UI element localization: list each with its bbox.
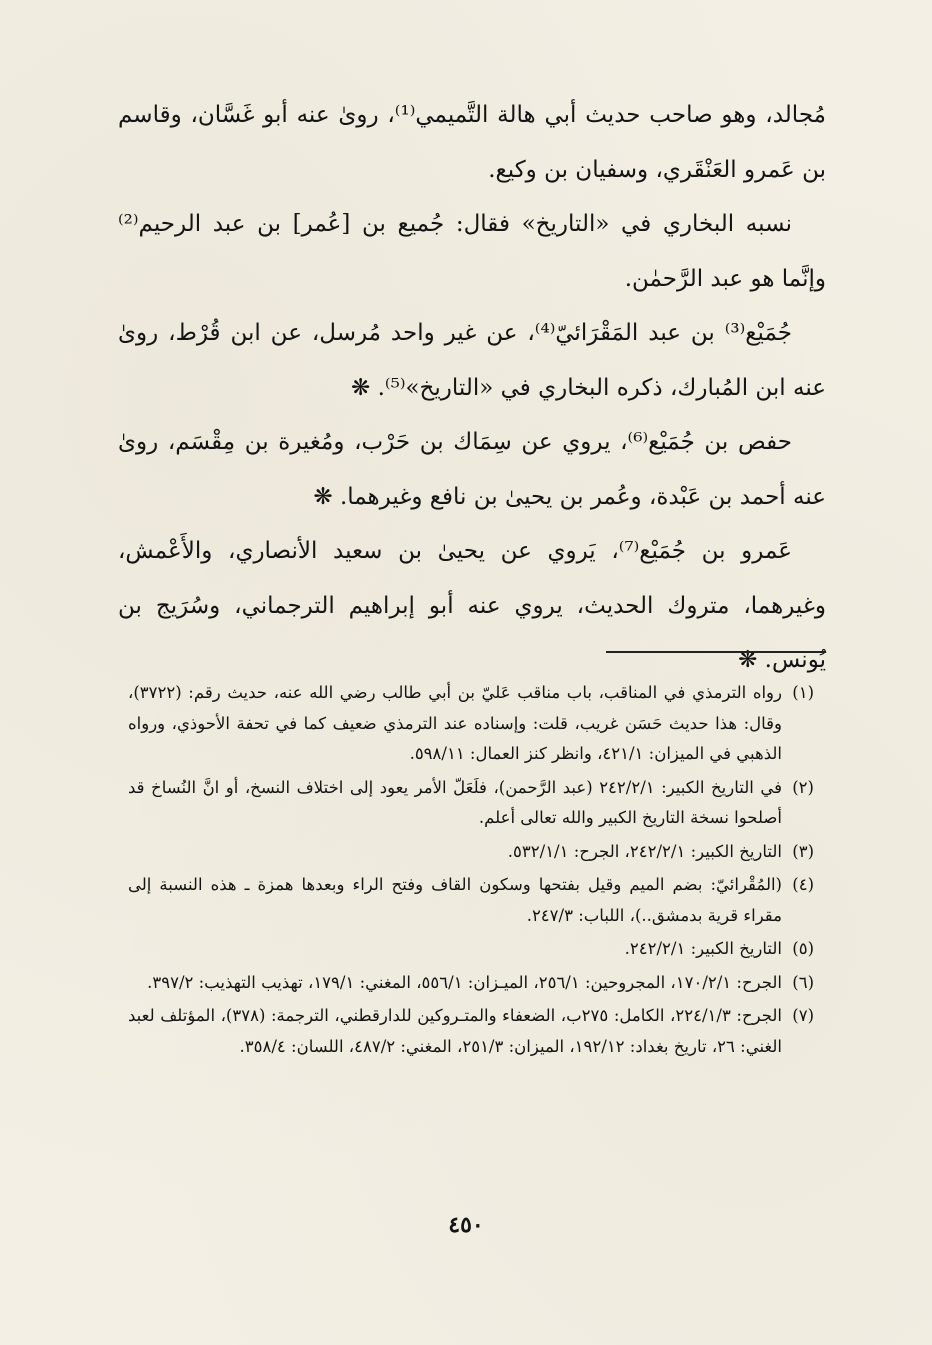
footnote-number: (٥) <box>792 939 814 958</box>
footnote-text: التاريخ الكبير: ٢٤٢/٢/١، الجرح: ٥٣٢/١/١. <box>507 841 782 861</box>
entry-paragraph-5: عَمرو بن جُمَيْع⁽⁷⁾، يَروي عن يحيىٰ بن سعيد الأنصاري، والأَعْمش، وغيرهما، متروك الحديث، يروي عنه أبو إبراهيم الترجماني، وسُرَيج بن يُونس. ❋ <box>118 538 826 673</box>
footnote-7 <box>128 1001 814 1062</box>
footnote-text: في التاريخ الكبير: ٢٤٢/٢/١ (عبد الرَّحمن)، فلَعَلّ الأمر يعود إلى اختلاف النسخ، أو انَّ النُساخ قد أصلحوا نسخة التاريخ الكبير والله تعالى أعلم. <box>128 777 782 827</box>
footnote-number: (٧) <box>792 1006 814 1025</box>
footnote-number: (٤) <box>792 875 814 894</box>
page-number: ٤٥٠ <box>448 1212 484 1238</box>
footnote-6 <box>128 968 814 999</box>
footnote-text: (المُقْرائيّ: بضم الميم وقيل بفتحها وسكون القاف وفتح الراء وبعدها همزة ـ هذه النسبة إلى مقراء قرية بدمشق..)، اللباب: ٢٤٧/٣. <box>128 875 782 925</box>
main-text <box>118 88 826 688</box>
footnote-1 <box>128 678 814 770</box>
footnote-2 <box>128 773 814 834</box>
entry-paragraph-2: نسبه البخاري في «التاريخ» فقال: جُميع بن [عُمر] بن عبد الرحيم⁽²⁾ وإنَّما هو عبد الرَّحمٰن. <box>118 211 826 292</box>
footnote-divider <box>606 651 826 653</box>
footnote-text: الجرح: ١٧٠/٢/١، المجروحين: ٢٥٦/١، الميـزان: ٥٥٦/١، المغني: ١٧٩/١، تهذيب التهذيب: ٣٩٧/٢. <box>147 972 782 992</box>
footnote-number: (١) <box>792 683 814 702</box>
footnote-number: (٢) <box>792 777 814 797</box>
footnotes <box>128 678 814 1065</box>
footnote-5 <box>128 934 814 965</box>
footnote-4 <box>128 870 814 931</box>
entry-paragraph-4: حفص بن جُمَيْع⁽⁶⁾، يروي عن سِمَاك بن حَرْب، ومُغيرة بن مِقْسَم، روىٰ عنه أحمد بن عَبْدة، وعُمر بن يحيىٰ بن نافع وغيرهما. ❋ <box>118 429 826 510</box>
footnote-3 <box>128 837 814 868</box>
entry-paragraph-3: جُمَيْع⁽³⁾ بن عبد المَقْرَائيّ⁽⁴⁾، عن غير واحد مُرسل، عن ابن قُرْط، روىٰ عنه ابن المُبارك، ذكره البخاري في «التاريخ»⁽⁵⁾. ❋ <box>118 320 826 401</box>
footnote-text: الجرح: ٢٢٤/١/٣، الكامل: ٢٧٥ب، الضعفاء والمتـروكين للدارقطني، الترجمة: (٣٧٨)، المؤتلف لعبد الغني: ٢٦، تاريخ بغداد: ١٩٢/١٢، الميزان: ٢٥١/٣، المغني: ٤٨٧/٢، اللسان: ٣٥٨/٤. <box>128 1006 782 1056</box>
footnote-number: (٦) <box>792 972 814 992</box>
footnote-text: التاريخ الكبير: ٢٤٢/٢/١. <box>624 939 782 958</box>
footnote-text: رواه الترمذي في المناقب، باب مناقب عَليّ بن أبي طالب رضي الله عنه، حديث رقم: (٣٧٢٢)، وقال: هذا حديث حَسَن غريب، قلت: وإسناده عند الترمذي ضعيف كما في تحفة الأحوذي، ورواه الذهبي في الميزان: ٤٢١/١، وانظر كنز العمال: ٥٩٨/١١. <box>128 683 782 763</box>
entry-paragraph-1: مُجالد، وهو صاحب حديث أبي هالة التَّميمي⁽¹⁾، روىٰ عنه أبو غَسَّان، وقاسم بن عَمرو العَنْقَري، وسفيان بن وكيع. <box>118 102 826 183</box>
footnote-number: (٣) <box>792 841 814 861</box>
